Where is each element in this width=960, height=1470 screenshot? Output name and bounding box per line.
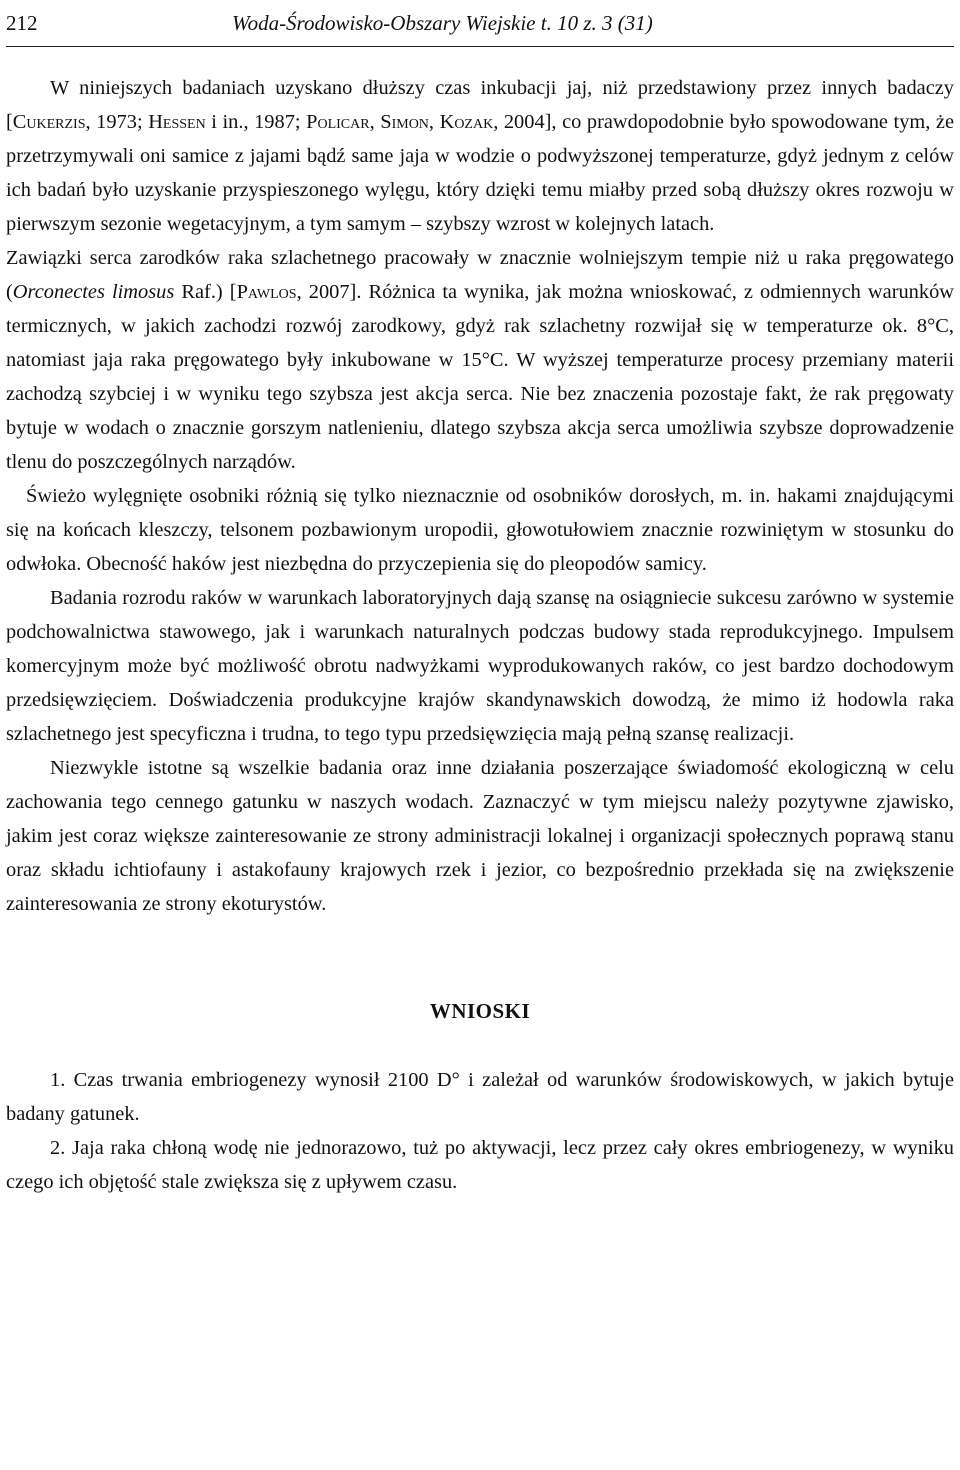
text-run: , bbox=[428, 111, 440, 133]
text-run: , bbox=[369, 111, 381, 133]
text-run: W niniejszych badaniach uzyskano dłuższy czas inkubacji jaj, niż przedstawiony przez innych badaczy [ bbox=[6, 77, 954, 133]
text-run: , 2004], co prawdopodobnie było spowodowane tym, że przetrzymywali oni samice z jajami bądź same jaja w wodzie o podwyższonej temperaturze, gdyż jednym z celów ich badań było uzyskanie przyspieszonego wylęgu, który dzięki temu miałby przed sobą dłuższy okres rozwoju w pierwszym sezonie wegetacyjnym, a tym samym – szybszy wzrost w kolejnych latach. bbox=[6, 111, 955, 235]
citation-author: Policar bbox=[306, 111, 370, 133]
paragraph-juveniles: Świeżo wylęgnięte osobniki różnią się tylko nieznacznie od osobników dorosłych, m. in. hakami znajdującymi się na końcach kleszczy, telsonem pozbawionym uropodii, głowotułowiem znacznie rozwiniętym w stosunku do odwłoka. Obecność haków jest niezbędna do przyczepienia się do pleopodów samicy. bbox=[6, 485, 954, 575]
paragraph-ecology: Niezwykle istotne są wszelkie badania oraz inne działania poszerzające świadomość ekologiczną w celu zachowania tego cennego gatunku w naszych wodach. Zaznaczyć w tym miejscu należy pozytywne zjawisko, jakim jest coraz większe zainteresowanie ze strony administracji lokalnej i organizacji społecznych poprawą stanu oraz składu ichtiofauny i astakofauny krajowych rzek i jezior, co bezpośrednio przekłada się na zwiększenie zainteresowania ze strony ekoturystów. bbox=[6, 757, 954, 915]
paragraph-breeding: Badania rozrodu raków w warunkach laboratoryjnych dają szansę na osiągniecie sukcesu zarówno w systemie podchowalnictwa stawowego, jak i warunkach naturalnych podczas budowy stada reprodukcyjnego. Impulsem komercyjnym może być możliwość obrotu nadwyżkami wyprodukowanych raków, co jest bardzo dochodowym przedsięwzięciem. Doświadczenia produkcyjne krajów skandynawskich dowodzą, że mimo iż hodowla raka szlachetnego jest specyficzna i trudna, to tego typu przedsięwzięcia mają pełną szansę realizacji. bbox=[6, 587, 954, 745]
page bbox=[6, 0, 954, 1199]
citation-author: Pawlos bbox=[236, 281, 297, 303]
page-number: 212 bbox=[6, 11, 38, 35]
body-text bbox=[6, 71, 954, 921]
journal-title: Woda-Środowisko-Obszary Wiejskie t. 10 z. 3 (31) bbox=[232, 11, 653, 35]
text-run: Zawiązki serca zarodków raka szlachetnego pracowały w znacznie wolniejszym tempie niż u raka pręgowatego ( bbox=[6, 247, 954, 303]
conclusion-item: 2. Jaja raka chłoną wodę nie jednorazowo, tuż po aktywacji, lecz przez cały okres embriogenezy, w wyniku czego ich objętość stale zwiększa się z upływem czasu. bbox=[6, 1137, 954, 1193]
text-run: i in., 1987; bbox=[205, 111, 307, 133]
running-header bbox=[6, 0, 954, 47]
conclusion-item: 1. Czas trwania embriogenezy wynosił 2100 D° i zależał od warunków środowiskowych, w jakich bytuje badany gatunek. bbox=[6, 1069, 954, 1125]
species-name: Orconectes limosus bbox=[12, 281, 175, 303]
conclusions-list bbox=[6, 1063, 954, 1199]
citation-author: Cukerzis bbox=[12, 111, 86, 133]
text-run: , 2007]. Różnica ta wynika, jak można wnioskować, z odmiennych warunków termicznych, w jakich zachodzi rozwój zarodkowy, gdyż rak szlachetny rozwijał się w temperaturze ok. 8°C, natomiast jaja raka pręgowatego były inkubowane w 15°C. W wyższej temperaturze procesy przemiany materii zachodzą szybciej i w wyniku tego szybsza jest akcja serca. Nie bez znaczenia pozostaje fakt, że rak pręgowaty bytuje w wodach o znacznie gorszym natlenieniu, dlatego szybsza akcja serca umożliwia szybsze doprowadzenie tlenu do poszczególnych narządów. bbox=[6, 281, 954, 473]
section-heading-conclusions: WNIOSKI bbox=[429, 999, 531, 1023]
citation-author: Kozak bbox=[439, 111, 494, 133]
citation-author: Simon bbox=[380, 111, 429, 133]
text-run: , 1973; bbox=[85, 111, 149, 133]
citation-author: Hessen bbox=[148, 111, 206, 133]
text-run: Raf.) [ bbox=[174, 281, 237, 303]
paragraph-heart-rate bbox=[6, 241, 954, 479]
paragraph-incubation bbox=[6, 71, 954, 241]
